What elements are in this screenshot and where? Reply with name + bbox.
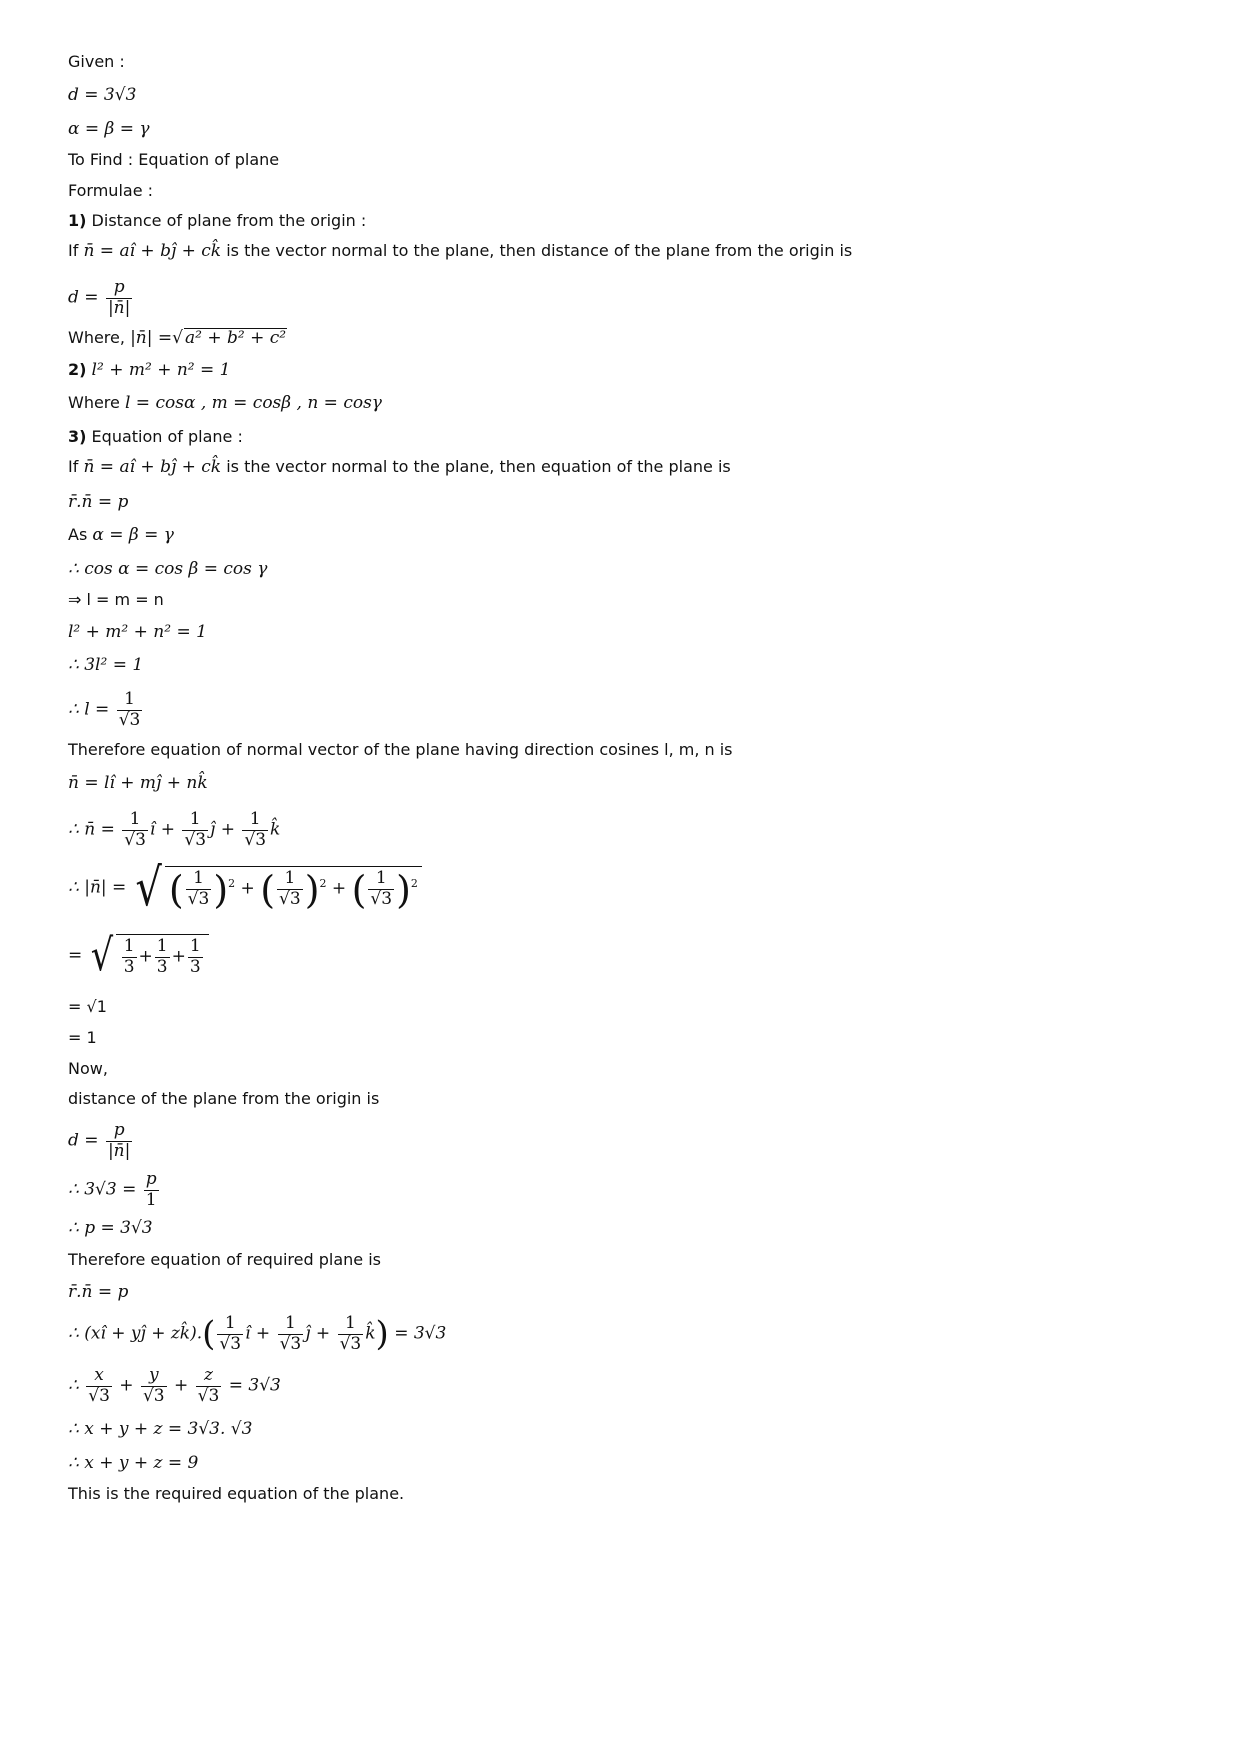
formula-lhs: d = — [68, 1130, 99, 1151]
dot-product-line: ∴ (xî + yĵ + zk̂).( $\frac{1}{√3}$ î + $\frac{1}{√3}$ ĵ + $\frac{1}{√3}$ k̂) = 3√3 — [68, 1313, 447, 1355]
numerator: 1 — [249, 809, 261, 829]
final-equation: ∴ x + y + z = 9 — [68, 1453, 199, 1473]
k-unit: k̂ — [270, 819, 281, 840]
fraction — [117, 690, 143, 730]
if-word: If — [68, 241, 79, 260]
denominator: √3 — [184, 829, 207, 850]
radicand: ( $\frac{1}{√3}$ )$^2$ + ( $\frac{1}{√3}$ )$^2$ + ( $\frac{1}{√3}$ )$^2$ — [165, 866, 422, 909]
distance-formula — [68, 278, 134, 318]
distance-formula-2 — [68, 1121, 134, 1161]
numerator: p — [113, 277, 125, 297]
modulus-computation — [68, 858, 422, 918]
normal-vector-definition-2 — [68, 459, 731, 476]
formula-2 — [68, 362, 230, 379]
radical-sign: √ — [135, 858, 162, 918]
definition-text: is the vector normal to the plane, then distance of the plane from the origin is — [226, 241, 853, 260]
numerator: 1 — [129, 809, 141, 829]
normal-vector-expression: n̄ = aî + bĵ + ck̂ — [83, 457, 222, 477]
rhs: = 3√3 — [228, 1375, 281, 1396]
fraction — [106, 278, 132, 318]
angles-given: α = β = γ — [68, 119, 150, 139]
lhs: ∴ 3√3 = — [68, 1179, 137, 1200]
cosines-equal: ∴ cos α = cos β = cos γ — [68, 559, 268, 579]
sum-xyz-root: ∴ x + y + z = 3√3. √3 — [68, 1419, 253, 1439]
direction-cosines-identity: l² + m² + n² = 1 — [91, 360, 231, 380]
plane-equation-formula: r̄.n̄ = p — [68, 492, 129, 512]
numerator: 1 — [189, 809, 201, 829]
plane-equation-formula-2: r̄.n̄ = p — [68, 1282, 129, 1302]
l-lhs: ∴ l = — [68, 699, 110, 720]
numerator: p — [145, 1169, 157, 1189]
three-l-squared: ∴ 3l² = 1 — [68, 655, 144, 675]
formulae-label: Formulae : — [68, 181, 154, 200]
formula-lhs: d = — [68, 287, 99, 308]
definition-text: is the vector normal to the plane, then equation of the plane is — [226, 457, 731, 476]
plus: + — [220, 819, 235, 840]
therefore: ∴ — [68, 1375, 79, 1396]
lmn-equal: ⇒ l = m = n — [68, 590, 164, 609]
cosines-expression: l = cosα , m = cosβ , n = cosγ — [124, 393, 382, 413]
xyz-fraction-line: ∴ $\frac{x}{√3}$ + $\frac{y}{√3}$ + $\frac{z}{√3}$ = 3√3 — [68, 1365, 281, 1406]
now-label: Now, — [68, 1059, 108, 1078]
as-line — [68, 527, 174, 544]
given-label: Given : — [68, 52, 125, 71]
formula-2-number: 2) — [68, 360, 87, 379]
denominator: 1 — [144, 1190, 159, 1211]
denominator: √3 — [124, 829, 146, 850]
formula-1-heading — [68, 213, 366, 229]
numerator: p — [113, 1120, 125, 1140]
normal-vector-definition-1 — [68, 243, 852, 260]
angles-equal: α = β = γ — [92, 525, 174, 545]
formula-3-heading — [68, 429, 243, 445]
conclusion: This is the required equation of the plane. — [68, 1484, 405, 1503]
normal-vector-values — [68, 810, 280, 850]
required-plane-intro: Therefore equation of required plane is — [68, 1250, 381, 1269]
dot-product-rhs: = 3√3 — [394, 1323, 447, 1344]
sum-of-squares: l² + m² + n² = 1 — [68, 622, 207, 642]
to-find-line: To Find : Equation of plane — [68, 150, 280, 169]
distance-intro: distance of the plane from the origin is — [68, 1089, 380, 1108]
direction-cosines-definition — [68, 395, 382, 412]
lhs: ∴ |n̄| = — [68, 877, 127, 898]
radical-sign: √ — [90, 930, 113, 981]
formula-1-number: 1) — [68, 211, 87, 230]
plus: + — [160, 819, 175, 840]
p-value: ∴ p = 3√3 — [68, 1218, 153, 1238]
denominator: |n̄| — [107, 297, 131, 318]
as-word: As — [68, 525, 88, 544]
formula-1-text: Distance of plane from the origin : — [91, 211, 367, 230]
distance-substitution — [68, 1170, 161, 1210]
denominator: √3 — [244, 829, 267, 850]
position-vector: ∴ (xî + yĵ + zk̂). — [68, 1323, 203, 1344]
distance-given: d = 3√3 — [68, 85, 137, 105]
where-word: Where — [68, 393, 120, 412]
radicand: $\frac{1}{3}$ + $\frac{1}{3}$ + $\frac{1}{3}$ — [116, 934, 209, 977]
j-unit: ĵ — [210, 819, 216, 840]
normal-vector-intro: Therefore equation of normal vector of the plane having direction cosines l, m, n is — [68, 740, 733, 759]
denominator: |n̄| — [107, 1140, 131, 1161]
modulus-definition: Where, |n̄| =√ a² + b² + c² — [68, 328, 287, 348]
where-word: Where, — [68, 328, 125, 347]
equals-root-1: = √1 — [68, 997, 107, 1016]
i-unit: î — [149, 819, 156, 840]
modulus-lhs: |n̄| = — [130, 328, 173, 348]
denominator: √3 — [118, 709, 141, 730]
modulus-thirds — [68, 930, 209, 981]
formula-3-text: Equation of plane : — [91, 427, 243, 446]
normal-vector-expression: n̄ = aî + bĵ + ck̂ — [83, 241, 222, 261]
numerator: 1 — [124, 689, 135, 709]
equals: = — [68, 945, 83, 966]
normal-vector-components: n̄ = lî + mĵ + nk̂ — [68, 773, 208, 793]
equals-1: = 1 — [68, 1028, 97, 1047]
if-word: If — [68, 457, 79, 476]
lhs: ∴ n̄ = — [68, 819, 115, 840]
l-value — [68, 690, 144, 730]
radicand: a² + b² + c² — [184, 328, 287, 348]
formula-3-number: 3) — [68, 427, 87, 446]
